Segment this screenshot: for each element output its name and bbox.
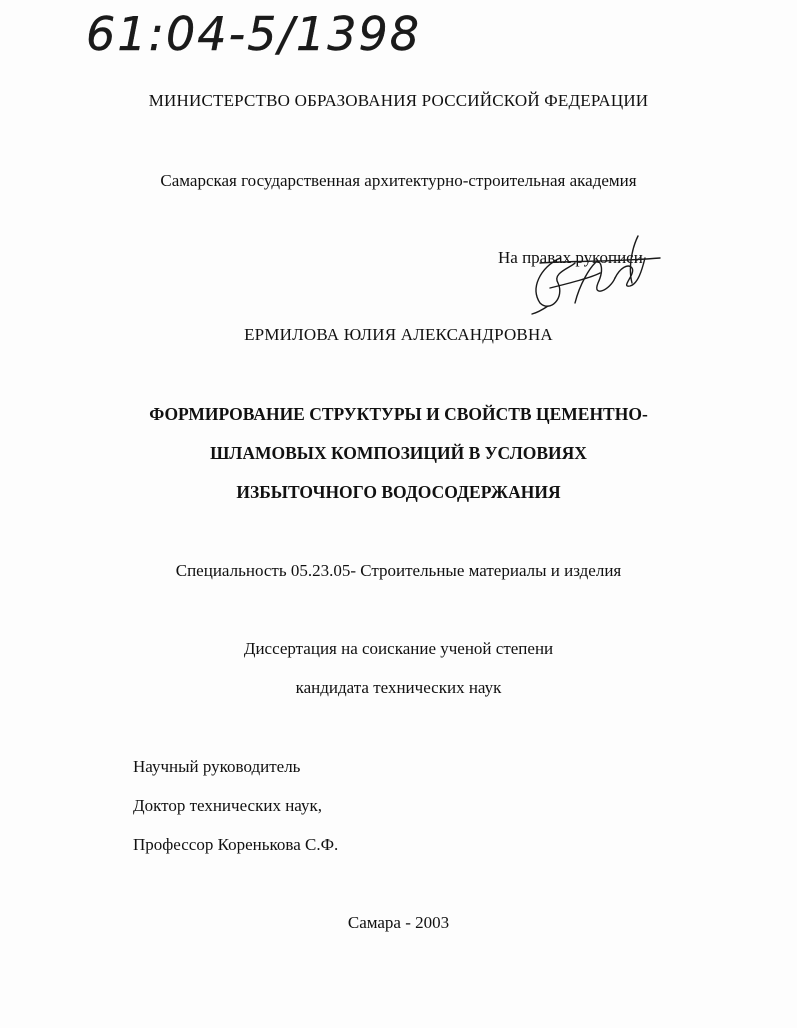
degree-line: кандидата технических наук <box>295 678 502 697</box>
supervisor-line: Научный руководитель <box>133 757 301 776</box>
supervisor-line: Доктор технических наук, <box>133 796 322 815</box>
handwritten-code-text: 61:04-5/1398 <box>86 7 421 60</box>
dissertation-title-line: ФОРМИРОВАНИЕ СТРУКТУРЫ И СВОЙСТВ ЦЕМЕНТНО- <box>149 404 648 424</box>
handwritten-archive-code <box>84 4 444 60</box>
ministry-heading: МИНИСТЕРСТВО ОБРАЗОВАНИЯ РОССИЙСКОЙ ФЕДЕРАЦИИ <box>148 91 649 110</box>
manuscript-rights-note: На правах рукописи <box>498 248 643 267</box>
author-name: ЕРМИЛОВА ЮЛИЯ АЛЕКСАНДРОВНА <box>244 325 553 344</box>
dissertation-title-line: ИЗБЫТОЧНОГО ВОДОСОДЕРЖАНИЯ <box>236 482 561 502</box>
author-signature <box>520 228 670 318</box>
specialty-line: Специальность 05.23.05- Строительные материалы и изделия <box>175 561 622 580</box>
academy-name: Самарская государственная архитектурно-строительная академия <box>160 171 637 190</box>
place-and-year: Самара - 2003 <box>347 913 450 932</box>
dissertation-title-line: ШЛАМОВЫХ КОМПОЗИЦИЙ В УСЛОВИЯХ <box>210 443 587 463</box>
degree-line: Диссертация на соискание ученой степени <box>243 639 554 658</box>
supervisor-line: Профессор Коренькова С.Ф. <box>133 835 339 854</box>
